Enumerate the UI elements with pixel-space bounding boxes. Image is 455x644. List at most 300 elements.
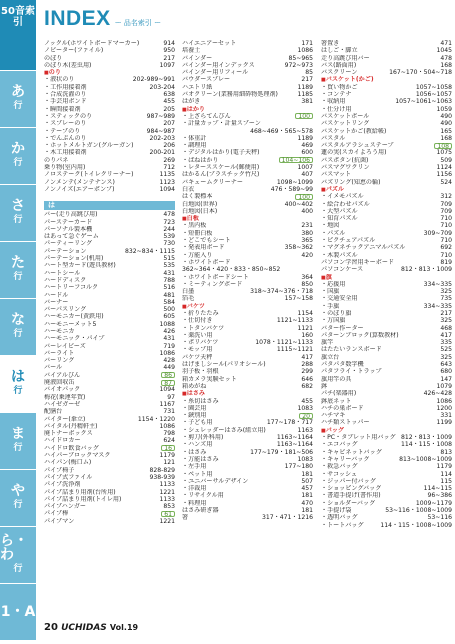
index-entry — [44, 211, 175, 218]
index-entry — [44, 128, 175, 135]
index-entry — [182, 295, 313, 302]
entry-page-number: 407 — [301, 171, 313, 179]
entry-name: ・ 大型パズル — [321, 208, 358, 215]
index-tab-kana: は — [11, 369, 25, 385]
index-entry — [321, 317, 452, 324]
entry-name: ・ デジタルはかり(電子天秤) — [182, 149, 260, 156]
entry-name: ・ 料理用 — [182, 500, 206, 507]
entry-name: バスマグワクリン — [321, 164, 370, 172]
entry-name: 梅花(乗連年賀) — [44, 393, 86, 401]
index-tab-3[interactable] — [0, 184, 36, 241]
entry-name: バスケットリング — [321, 120, 370, 128]
index-entry — [182, 383, 313, 390]
entry-page-number: 710 — [440, 215, 452, 223]
entry-name: はたたいランスボード — [321, 346, 382, 354]
entry-name: ハイパーブロックマスク — [44, 452, 111, 460]
index-entry — [44, 84, 175, 91]
entry-page-number: 535 — [163, 262, 175, 270]
index-entry — [182, 142, 313, 149]
entry-page-number: 1221 — [159, 488, 175, 496]
index-entry — [44, 47, 175, 54]
entry-name: バオクリーン(業務用細砕物処理剤) — [182, 91, 278, 99]
index-entry — [321, 179, 452, 186]
entry-name: パソコンケース — [321, 266, 364, 274]
index-entry — [182, 135, 313, 142]
index-entry — [182, 69, 313, 76]
entry-page-number: 987~989 — [146, 112, 175, 120]
index-tab-suffix: 行 — [13, 215, 23, 225]
entry-page-number: 380 — [301, 229, 313, 237]
entry-name: ・ 仕切付き — [182, 317, 212, 324]
index-category — [182, 106, 313, 113]
entry-page-number: 1179 — [159, 452, 175, 460]
index-entry — [182, 266, 313, 273]
index-entry — [44, 364, 175, 371]
entry-page-number: 200-201 — [149, 149, 175, 157]
entry-name: 旗用竿の具 — [321, 375, 352, 383]
entry-name: ハイドロ飲食バッグ — [44, 444, 99, 452]
entry-name: ハート型カード(遊具教材) — [44, 262, 116, 270]
entry-name: ハートシール — [44, 269, 81, 277]
entry-name: ハーモニーメット5 — [44, 320, 97, 328]
entry-page-number: 167~170・504~718 — [389, 69, 452, 77]
index-entry — [321, 332, 452, 339]
index-entry — [182, 62, 313, 69]
entry-page-number: 177~180 — [284, 463, 313, 471]
entry-page-number: 812・813・1009 — [401, 266, 452, 274]
entry-name: ・ 糸切はさみ — [182, 398, 219, 405]
entry-name: ・ エコバッグ — [321, 441, 358, 448]
entry-page-number: 20 — [299, 413, 313, 419]
index-entry — [321, 492, 452, 499]
entry-page-number: 85~965 — [288, 54, 313, 62]
entry-name: ・ ミーティングボード — [182, 281, 242, 288]
index-entry — [182, 500, 313, 507]
entry-name: パイプハンガー — [44, 503, 86, 511]
entry-page-number: 157~158 — [284, 295, 313, 303]
entry-page-number: 177~178・717 — [266, 419, 313, 427]
entry-name: ・ 園芸用 — [182, 405, 206, 412]
entry-page-number: 1045 — [436, 47, 452, 55]
index-entry — [321, 237, 452, 244]
entry-name: ・ 短冊白板 — [182, 230, 212, 237]
entry-page-number: 207 — [163, 120, 175, 128]
entry-name: ハチの巣ボード — [321, 404, 364, 412]
entry-page-number: 539 — [163, 233, 175, 241]
index-entry — [44, 299, 175, 306]
index-entry — [44, 76, 175, 83]
index-tab-kana: な — [11, 312, 25, 328]
index-entry — [44, 219, 175, 226]
entry-name: バーリング — [44, 357, 75, 365]
entry-name: ・ トタンバケツ — [182, 325, 224, 332]
index-tab-8[interactable] — [0, 469, 36, 526]
index-entry — [44, 343, 175, 350]
entry-page-number: 638 — [163, 91, 175, 99]
entry-name: バスマット — [321, 171, 352, 179]
index-entry — [44, 164, 175, 171]
index-entry — [182, 252, 313, 259]
entry-name: パーテーション(机用) — [44, 255, 104, 263]
entry-name: ・ 手提げ袋 — [321, 507, 351, 514]
entry-page-number: 325 — [440, 288, 452, 296]
entry-name: ・ 万能入り — [182, 252, 212, 259]
entry-page-number: 288 — [301, 361, 313, 369]
entry-page-number: 984~987 — [146, 127, 175, 135]
index-category — [321, 76, 452, 83]
entry-name: バインダー用インデックス — [182, 61, 255, 69]
fifty-sound-index-label: 50音索引 — [0, 0, 36, 70]
index-entry — [182, 40, 313, 47]
index-entry — [44, 350, 175, 357]
entry-name: パーステーカード — [44, 218, 93, 226]
entry-page-number: 1098~1099 — [276, 178, 313, 186]
entry-page-number: 165 — [440, 127, 452, 135]
entry-name: ・ ショッピングバッグ — [321, 485, 381, 492]
entry-name: ・ 鋏別用 — [182, 412, 206, 419]
page-header — [44, 7, 161, 29]
index-entry — [182, 201, 313, 208]
entry-name: ハードル — [44, 291, 69, 299]
entry-name: パソコン学習用キーボード — [321, 258, 395, 266]
entry-name: ・ 交通安全用 — [321, 295, 358, 302]
index-entry — [321, 383, 452, 390]
entry-name: ・ 知育パズル — [321, 215, 358, 222]
entry-name: ・ 黒内板 — [182, 222, 206, 229]
index-entry — [44, 372, 175, 379]
index-entry — [321, 215, 452, 222]
index-entry — [321, 135, 452, 142]
entry-name: 蓮の実(スカイよろう用) — [321, 149, 387, 157]
index-entry — [182, 288, 313, 295]
entry-name: 廃液回収缶 — [44, 379, 75, 387]
entry-page-number: 481 — [163, 291, 175, 299]
entry-name: ハイエニアーセット — [182, 40, 237, 47]
index-entry — [182, 339, 313, 346]
entry-name: ・ 折りたたみ — [182, 310, 219, 317]
entry-name: ・ マグネチックアニマルパズル — [321, 244, 405, 251]
entry-page-number: 478 — [440, 54, 452, 62]
index-entry — [182, 98, 313, 105]
entry-name: ノビーター(ファイル) — [44, 47, 104, 55]
entry-name: バーレイビーズ — [44, 342, 86, 350]
index-entry — [321, 419, 452, 426]
entry-page-number: 147 — [440, 375, 452, 383]
entry-name: ・ 手芸用ボンド — [44, 98, 87, 105]
entry-name: ・ PC・タブレット用バッグ — [321, 434, 396, 441]
entry-name: のぼり — [44, 54, 63, 62]
entry-name: ・ はさみ — [182, 449, 206, 456]
entry-name: ノンノイズ(エアーポンプ) — [44, 185, 115, 193]
index-entry — [321, 69, 452, 76]
entry-name: バス(路面用) — [321, 61, 357, 69]
entry-name: ・ 地図 — [321, 222, 339, 229]
entry-name: ・ テープのり — [44, 128, 80, 135]
entry-page-number: 624 — [163, 437, 175, 445]
entry-page-number: 455 — [163, 98, 175, 106]
entry-name: パイプ詰まり用剤(台所用) — [44, 488, 116, 496]
entry-name: パイプマン — [44, 517, 75, 525]
index-entry — [44, 91, 175, 98]
entry-page-number: 1189 — [297, 83, 313, 91]
entry-page-number: 100 — [295, 194, 313, 200]
entry-name: ・ 発表用ボード — [182, 244, 225, 251]
entry-page-number — [311, 390, 313, 397]
entry-name: ・ 剪刀(外科用) — [182, 434, 223, 441]
entry-page-number: 87 — [161, 380, 175, 386]
entry-page-number: 468~469・565~578 — [250, 127, 313, 135]
index-entry — [182, 463, 313, 470]
index-entry — [321, 441, 452, 448]
entry-page-number: 500 — [163, 306, 175, 314]
entry-page-number: 1007 — [297, 164, 313, 172]
entry-name: 白墨 — [182, 288, 195, 296]
index-entry — [182, 398, 313, 405]
index-entry — [182, 449, 313, 456]
entry-page-number: 171 — [301, 40, 313, 47]
entry-name: ■ のり — [44, 69, 61, 76]
page-footer — [44, 622, 138, 633]
entry-name: ・ スティックのり — [44, 113, 92, 120]
index-entry — [44, 135, 175, 142]
entry-page-number: 469 — [301, 142, 313, 150]
entry-page-number: 428 — [163, 357, 175, 365]
index-entry — [321, 149, 452, 156]
entry-name: 白地図(日本) — [182, 207, 218, 215]
entry-page-number — [311, 120, 313, 127]
entry-name: ・ 合成洗濯のり — [44, 91, 87, 98]
entry-name: パタフライ・トラップ — [321, 368, 382, 376]
entry-page-number: 431 — [163, 335, 175, 343]
entry-name: ・ 万国旗 — [321, 317, 345, 324]
entry-page-number: 244 — [163, 225, 175, 233]
index-tab-4[interactable] — [0, 241, 36, 298]
entry-name: ノロステーク(トイレクリーナー) — [44, 171, 134, 179]
entry-name: ・ ホワイトボードシート — [182, 274, 249, 281]
index-entry — [44, 226, 175, 233]
entry-page-number: 470 — [301, 499, 313, 507]
entry-page-number — [311, 215, 313, 222]
index-entry — [44, 62, 175, 69]
entry-page-number: 812・813・1009 — [401, 434, 452, 442]
entry-page-number: 104~106 — [279, 157, 313, 163]
entry-name: ハーモニカー(黄鉄用) — [44, 313, 104, 321]
entry-name: ・ トートバッグ — [321, 522, 364, 529]
entry-page-number: 731 — [163, 408, 175, 416]
entry-page-number: 96~386 — [427, 492, 452, 500]
entry-page-number — [450, 76, 452, 83]
entry-page-number: 490 — [440, 120, 452, 128]
entry-page-number: 114 — [440, 470, 452, 478]
index-entry — [182, 405, 313, 412]
index-entry — [182, 208, 313, 215]
entry-name: ・ 子ども用 — [182, 419, 212, 426]
entry-page-number: 1133 — [159, 495, 175, 503]
entry-page-number: 853 — [163, 503, 175, 511]
index-entry — [44, 284, 175, 291]
entry-page-number: 516 — [163, 284, 175, 292]
entry-name: のりパネ — [44, 156, 69, 164]
entry-page-number: 381 — [301, 98, 313, 106]
index-entry — [321, 120, 452, 127]
entry-name: はげましシール(パリオシール) — [182, 361, 266, 369]
entry-page-number: 1075 — [436, 149, 452, 157]
entry-page-number: 455 — [301, 397, 313, 405]
entry-name: バーライト — [44, 349, 75, 357]
index-entry — [321, 398, 452, 405]
entry-page-number: 364 — [301, 273, 313, 281]
entry-page-number: 710 — [440, 251, 452, 259]
entry-name: バスケットかご(教給帳) — [321, 127, 387, 135]
entry-name: ■ バケツ — [182, 303, 205, 310]
index-entry — [182, 76, 313, 83]
entry-page-number: 334~335 — [423, 302, 452, 310]
index-entry — [182, 441, 313, 448]
entry-name: 箸 — [182, 514, 189, 522]
entry-name: ・ 収納用 — [321, 98, 345, 105]
entry-name: ・ 計量カップ・計量スプーン — [182, 120, 261, 127]
entry-name: 箔毛 — [182, 295, 195, 303]
entry-page-number: 819 — [440, 258, 452, 266]
entry-name: ■ パズル — [321, 186, 344, 193]
index-entry — [44, 240, 175, 247]
page-subtitle: ー 品名索引 ー — [114, 19, 162, 27]
index-entry — [321, 62, 452, 69]
index-tab-9[interactable] — [0, 526, 36, 583]
index-entry — [44, 518, 175, 525]
index-tab-5[interactable] — [0, 298, 36, 355]
index-entry — [44, 40, 175, 47]
index-tab-suffix: 行 — [13, 158, 23, 168]
entry-name: はあって急ぐゲーム — [44, 233, 99, 241]
index-tab-6[interactable] — [0, 355, 36, 412]
index-category — [182, 215, 313, 222]
index-entry — [44, 430, 175, 437]
index-entry — [321, 354, 452, 361]
entry-page-number: 426 — [163, 327, 175, 335]
index-entry — [182, 179, 313, 186]
index-tab-2[interactable] — [0, 127, 36, 184]
entry-page-number: 431 — [163, 269, 175, 277]
index-tab-suffix: 行 — [13, 500, 23, 510]
entry-name: バイオパック — [44, 386, 81, 394]
index-tab-strip — [0, 0, 36, 644]
entry-name: 走り高跳び用バー — [321, 54, 370, 62]
index-entry — [182, 507, 313, 514]
entry-name: ・ ペット用 — [182, 471, 212, 478]
index-entry — [321, 405, 452, 412]
entry-page-number — [311, 259, 313, 266]
entry-page-number: 584 — [163, 298, 175, 306]
entry-name: バキュームクリーナー — [182, 178, 243, 186]
index-entry — [182, 120, 313, 127]
entry-name: ・ 救急バッグ — [321, 463, 358, 470]
index-category — [182, 390, 313, 397]
index-entry — [321, 288, 452, 295]
index-tab-10[interactable] — [0, 583, 36, 640]
index-entry — [321, 40, 452, 47]
entry-page-number — [311, 106, 313, 113]
entry-name: バター作ーター — [321, 324, 364, 332]
index-entry — [182, 157, 313, 164]
entry-name: ・ どこでもシート — [182, 237, 231, 244]
index-entry — [44, 248, 175, 255]
entry-name: ・ ばねはかり — [182, 157, 219, 164]
entry-name: 旗立台 — [321, 353, 340, 361]
index-entry — [44, 452, 175, 459]
entry-name: ・ シュレッダーはさみ(組立用) — [182, 427, 266, 434]
index-tab-suffix: 行 — [13, 329, 23, 339]
index-category — [321, 186, 452, 193]
entry-page-number: 719 — [163, 342, 175, 350]
entry-name: ハチ類ストッパー — [321, 419, 370, 427]
index-entry — [321, 281, 452, 288]
index-entry — [182, 361, 313, 368]
entry-page-number: 203-204 — [149, 83, 175, 91]
entry-page-number: 828-829 — [149, 466, 175, 474]
index-entry — [44, 503, 175, 510]
entry-page-number: 108 — [434, 143, 452, 149]
entry-page-number: 1163~1164 — [276, 441, 313, 449]
entry-name: バスタル — [321, 134, 346, 142]
index-entry — [44, 157, 175, 164]
entry-page-number: 1083 — [297, 404, 313, 412]
entry-name: バスタルアラシュステープ — [321, 142, 394, 150]
entry-name: パイプ椅子 — [44, 466, 75, 474]
index-tab-suffix: 行 — [13, 386, 23, 396]
entry-name: 鉢底ネット — [321, 397, 352, 405]
index-entry — [321, 471, 452, 478]
index-entry — [182, 354, 313, 361]
entry-name: ・ パズル — [321, 230, 345, 237]
entry-name: ・ 洋裁用 — [182, 485, 206, 492]
index-entry — [321, 514, 452, 521]
entry-page-number: 476・589~99 — [270, 185, 313, 193]
entry-name: ・ ジッパー付バッグ — [321, 478, 376, 485]
entry-page-number: 735 — [440, 295, 452, 303]
entry-name: 箱カメラ実験セット — [182, 375, 237, 383]
index-tab-7[interactable] — [0, 412, 36, 469]
entry-page-number: 1221 — [159, 517, 175, 525]
entry-page-number: 1163~1164 — [276, 434, 313, 442]
entry-page-number: 1057~1058 — [415, 83, 452, 91]
index-entry — [44, 306, 175, 313]
entry-page-number: 730 — [163, 240, 175, 248]
index-tab-kana: あ — [11, 84, 25, 100]
index-entry — [182, 434, 313, 441]
index-entry — [44, 186, 175, 193]
index-entry — [44, 55, 175, 62]
entry-page-number: 1094 — [159, 386, 175, 394]
entry-page-number: 1115~1121 — [276, 346, 313, 354]
entry-page-number: 1154・1220 — [137, 415, 175, 423]
entry-page-number — [311, 303, 313, 310]
entry-name: バウダースプレー — [182, 76, 231, 84]
index-entry — [182, 149, 313, 156]
entry-page-number: 53~116・1008~1009 — [385, 507, 452, 514]
entry-name: パイプ式ファイル — [44, 473, 93, 481]
entry-page-number: 1135 — [159, 171, 175, 179]
index-tab-kana: か — [11, 141, 25, 157]
index-entry — [321, 310, 452, 317]
entry-page-number: 181 — [301, 470, 313, 478]
entry-page-number: 334~335 — [423, 280, 452, 288]
entry-page-number: 710 — [440, 237, 452, 245]
index-entry — [182, 456, 313, 463]
entry-page-number: 269 — [163, 156, 175, 164]
index-tab-1[interactable] — [0, 70, 36, 127]
kana-section-heading: は — [44, 201, 175, 210]
